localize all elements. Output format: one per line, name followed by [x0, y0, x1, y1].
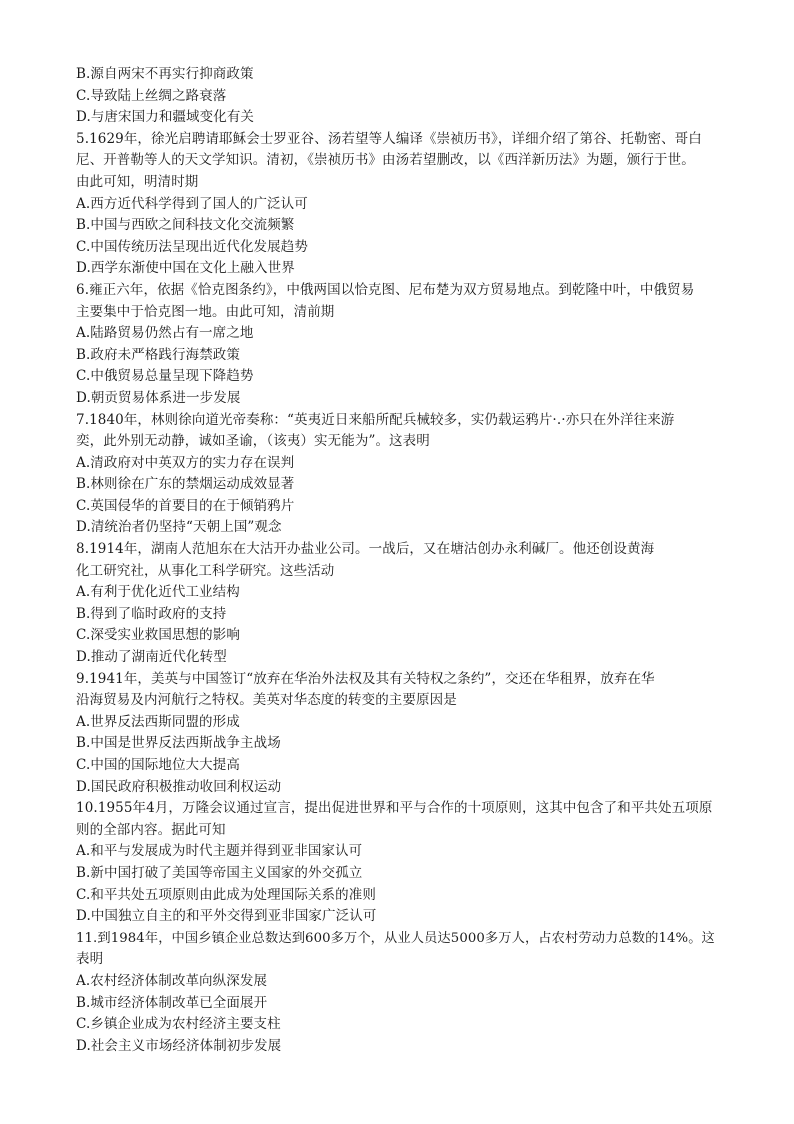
option-line: D.社会主义市场经济体制初步发展: [76, 1037, 282, 1054]
option-line: C.和平共处五项原则由此成为处理国际关系的准则: [76, 886, 376, 903]
question-line: 11.到1984年，中国乡镇企业总数达到600多万个，从业人员达5000多万人，占农村劳动力总数的14%。这: [76, 930, 715, 946]
option-line: B.得到了临时政府的支持: [76, 605, 227, 622]
option-line: A.农村经济体制改革向纵深发展: [76, 972, 268, 989]
option-line: A.陆路贸易仍然占有一席之地: [76, 325, 254, 342]
question-line: 8.1914年，湖南人范旭东在大沽开办盐业公司。一战后，又在塘沽创办永利碱厂。他还创设黄海: [76, 541, 655, 558]
option-line: A.有利于优化近代工业结构: [76, 584, 240, 601]
option-line: A.和平与发展成为时代主题并得到亚非国家认可: [76, 843, 363, 860]
option-line: D.国民政府积极推动收回利权运动: [76, 778, 282, 795]
option-line: D.与唐宋国力和疆域变化有关: [76, 109, 255, 126]
option-line: D.清统治者仍坚持“天朝上国”观念: [76, 519, 282, 536]
option-line: B.政府未严格践行海禁政策: [76, 346, 241, 363]
option-line: C.中国的国际地位大大提高: [76, 757, 240, 773]
question-line: 则的全部内容。据此可知: [76, 821, 226, 838]
option-line: D.西学东渐使中国在文化上融入世界: [76, 260, 295, 277]
option-line: B.新中国打破了美国等帝国主义国家的外交孤立: [76, 864, 363, 881]
option-line: C.中国传统历法呈现出近代化发展趋势: [76, 238, 308, 255]
question-line: 由此可知，明清时期: [76, 173, 199, 190]
question-line: 沿海贸易及内河航行之特权。美英对华态度的转变的主要原因是: [76, 692, 457, 709]
option-line: C.英国侵华的首要目的在于倾销鸦片: [76, 497, 295, 514]
option-line: B.林则徐在广东的禁烟运动成效显著: [76, 476, 295, 493]
option-line: B.源自两宋不再实行抑商政策: [76, 66, 254, 82]
question-line: 6.雍正六年，依据《恰克图条约》，中俄两国以恰克图、尼布楚为双方贸易地点。到乾隆中叶，中俄贸易: [76, 281, 695, 298]
question-line: 尼、开普勒等人的天文学知识。清初，《崇祯历书》由汤若望删改，以《西洋新历法》为题，颁行于世。: [76, 152, 695, 169]
question-line: 5.1629年，徐光启聘请耶稣会士罗亚谷、汤若望等人编译《崇祯历书》，详细介绍了第谷、托勒密、哥白: [76, 130, 702, 147]
option-line: B.中国是世界反法西斯战争主战场: [76, 735, 281, 752]
option-line: D.推动了湖南近代化转型: [76, 649, 227, 666]
option-line: C.深受实业救国思想的影响: [76, 627, 240, 644]
document-page: [76, 64, 726, 1057]
option-line: C.中俄贸易总量呈现下降趋势: [76, 368, 254, 385]
option-line: D.中国独立自主的和平外交得到亚非国家广泛认可: [76, 908, 377, 925]
option-line: B.中国与西欧之间科技文化交流频繁: [76, 217, 295, 234]
question-line: 10.1955年4月，万隆会议通过宣言，提出促进世界和平与合作的十项原则，这其中包含了和平共处五项原: [76, 800, 713, 817]
question-line: 表明: [76, 951, 104, 968]
question-line: 9.1941年，美英与中国签订“放弃在华治外法权及其有关特权之条约”，交还在华租界，放弃在华: [76, 670, 655, 687]
option-line: B.城市经济体制改革已全面展开: [76, 994, 268, 1011]
question-line: 主要集中于恰克图一地。由此可知，清前期: [76, 303, 335, 320]
option-line: C.导致陆上丝绸之路衰落: [76, 87, 227, 104]
option-line: D.朝贡贸易体系进一步发展: [76, 389, 241, 406]
option-line: A.西方近代科学得到了国人的广泛认可: [76, 195, 308, 212]
option-line: C.乡镇企业成为农村经济主要支柱: [76, 1016, 281, 1033]
question-line: 7.1840年，林则徐向道光帝奏称：“英夷近日来船所配兵械较多，实仍载运鸦片·.·亦只在外洋往来游: [76, 411, 675, 428]
option-line: A.清政府对中英双方的实力存在误判: [76, 454, 295, 471]
question-line: 奕，此外别无动静，诚如圣谕，（该夷）实无能为”。这表明: [76, 433, 430, 450]
question-line: 化工研究社，从事化工科学研究。这些活动: [76, 562, 335, 579]
option-line: A.世界反法西斯同盟的形成: [76, 713, 240, 730]
